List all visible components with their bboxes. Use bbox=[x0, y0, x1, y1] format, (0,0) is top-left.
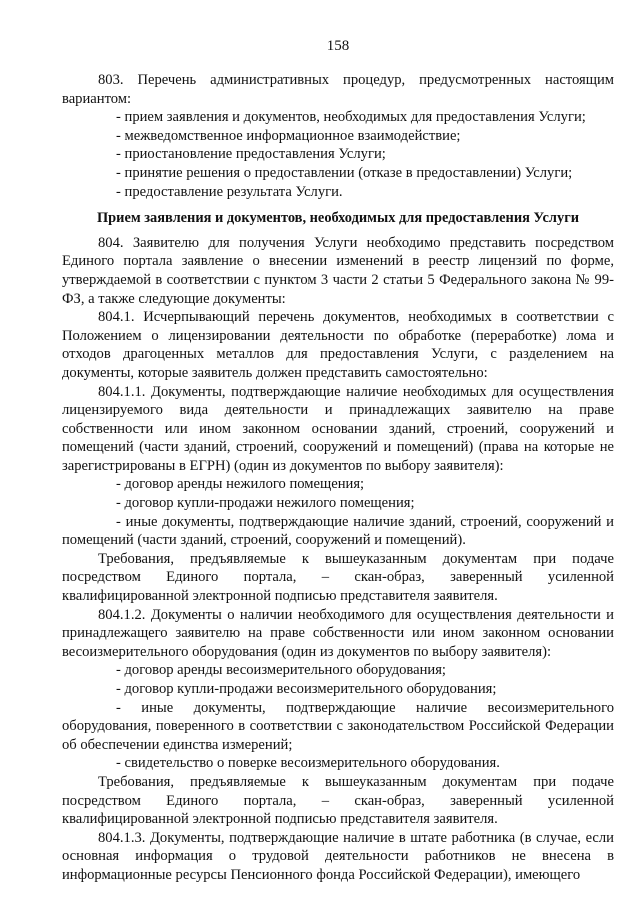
list-item: - иные документы, подтверждающие наличие зданий, строений, сооружений и помещений (части зданий, строений, сооружений и помещений). bbox=[62, 513, 614, 549]
list-item: - предоставление результата Услуги. bbox=[116, 183, 343, 200]
section-heading: Прием заявления и документов, необходимых для предоставления Услуги bbox=[96, 210, 580, 227]
list-item: - приостановление предоставления Услуги; bbox=[116, 146, 386, 163]
requirements-paragraph: Требования, предъявляемые к вышеуказанным документам при подаче посредством Единого портала, – скан-образ, заверенный усиленной квалифицированной электронной подписью представителя заявителя. bbox=[62, 550, 614, 605]
requirements-paragraph: Требования, предъявляемые к вышеуказанным документам при подаче посредством Единого портала, – скан-образ, заверенный усиленной квалифицированной электронной подписью представителя заявителя. bbox=[62, 773, 614, 828]
paragraph-804-1: 804.1. Исчерпывающий перечень документов, необходимых в соответствии с Положением о лицензировании деятельности по обработке (переработке) лома и отходов драгоценных металлов для предоставления Услуги, с разделением на документы, которые заявитель должен представить самостоятельно: bbox=[62, 309, 614, 381]
list-item: - свидетельство о поверке весоизмерительного оборудования. bbox=[116, 755, 500, 772]
list-item: - договор купли-продажи нежилого помещения; bbox=[116, 495, 415, 512]
paragraph-803: 803. Перечень административных процедур, предусмотренных настоящим вариантом: bbox=[62, 72, 614, 107]
paragraph-804: 804. Заявителю для получения Услуги необходимо представить посредством Единого портала заявление о внесении изменений в реестр лицензий по форме, утверждаемой в соответствии с пунктом 3 части 2 статьи 5 Федерального закона № 99-ФЗ, а также следующие документы: bbox=[62, 234, 614, 307]
list-item: - принятие решения о предоставлении (отказе в предоставлении) Услуги; bbox=[116, 164, 573, 181]
list-item: - договор аренды нежилого помещения; bbox=[116, 476, 365, 493]
paragraph-804-1-2: 804.1.2. Документы о наличии необходимого для осуществления деятельности и принадлежащего заявителю на праве собственности или ином законном основании весоизмерительного оборудования (один из документов по выбору заявителя): bbox=[62, 606, 614, 660]
paragraph-804-1-1: 804.1.1. Документы, подтверждающие наличие необходимых для осуществления лицензируемого вида деятельности и принадлежащих заявителю на праве собственности или ином законном основании зданий, строений, сооружений и помещений (части зданий, строений, сооружений и помещений) (права на которые не зарегистрированы в ЕГРН) (один из документов по выбору заявителя): bbox=[62, 383, 614, 474]
list-item: - договор аренды весоизмерительного оборудования; bbox=[116, 662, 446, 679]
list-item: - прием заявления и документов, необходимых для предоставления Услуги; bbox=[116, 109, 586, 126]
list-item: - договор купли-продажи весоизмерительного оборудования; bbox=[116, 681, 497, 697]
list-item: - межведомственное информационное взаимодействие; bbox=[116, 127, 461, 144]
page-number: 158 bbox=[326, 38, 350, 54]
paragraph-804-1-3: 804.1.3. Документы, подтверждающие наличие в штате работника (в случае, если основная информация о трудовой деятельности работников не внесена в информационные ресурсы Пенсионного фонда Российской Федерации), имеющего bbox=[62, 829, 614, 883]
list-item: - иные документы, подтверждающие наличие весоизмерительного оборудования, поверенного в соответствии с законодательством Российской Федерации об обеспечении единства измерений; bbox=[62, 699, 614, 753]
